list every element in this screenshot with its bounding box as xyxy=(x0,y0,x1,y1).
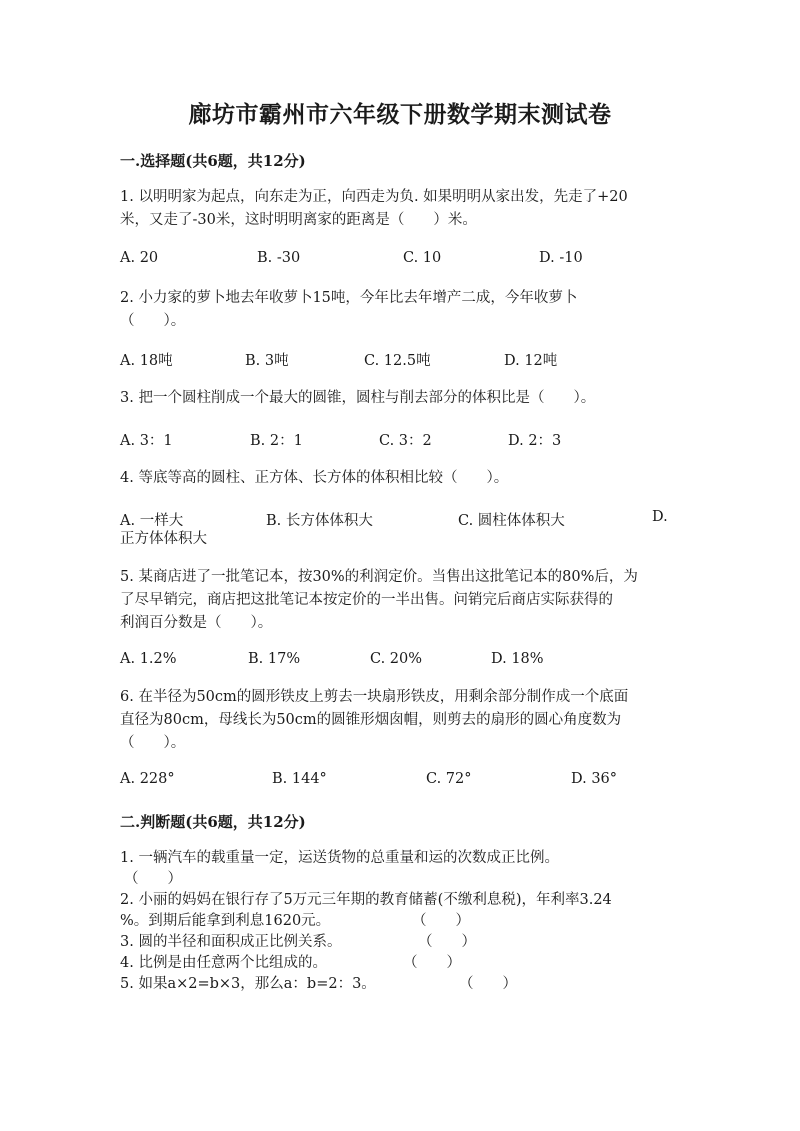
option-a: A. 3：1 xyxy=(120,433,173,449)
option-d: D. 18% xyxy=(491,651,544,667)
question-3-options xyxy=(120,429,680,451)
question-6-options xyxy=(120,771,680,793)
option-b: B. 长方体体积大 xyxy=(266,513,373,529)
option-d: D. 36° xyxy=(571,771,618,787)
question-3 xyxy=(120,387,686,410)
question-3-line-1: 3. 把一个圆柱削成一个最大的圆锥，圆柱与削去部分的体积比是（ ）。 xyxy=(120,390,596,406)
question-4 xyxy=(120,467,686,490)
option-d: D. -10 xyxy=(539,250,583,266)
option-c: C. 72° xyxy=(426,771,472,787)
question-1 xyxy=(120,186,686,232)
question-1-options xyxy=(120,250,680,272)
judge-1-line-1: 1. 一辆汽车的载重量一定，运送货物的总重量和运的次数成正比例。 xyxy=(120,850,559,866)
option-a: A. 20 xyxy=(120,250,159,266)
option-a: A. 228° xyxy=(120,771,175,787)
option-b: B. 144° xyxy=(272,771,327,787)
question-6 xyxy=(120,686,686,755)
judge-5-paren: （ ） xyxy=(459,976,517,992)
question-5-options xyxy=(120,651,680,673)
question-4-line-1: 4. 等底等高的圆柱、正方体、长方体的体积相比较（ ）。 xyxy=(120,470,509,486)
question-5-line-3: 利润百分数是（ ）。 xyxy=(120,615,273,631)
question-2-options xyxy=(120,349,680,371)
question-2 xyxy=(120,287,686,333)
option-a: A. 1.2% xyxy=(120,651,177,667)
question-5-line-2: 了尽早销完，商店把这批笔记本按定价的一半出售。问销完后商店实际获得的 xyxy=(120,592,613,608)
judge-4-paren: （ ） xyxy=(403,955,461,971)
question-5-line-1: 5. 某商店进了一批笔记本，按30%的利润定价。当售出这批笔记本的80%后，为 xyxy=(120,569,638,585)
section-heading-judgement: 二.判断题(共6题，共12分) xyxy=(120,813,306,831)
option-b: B. 2：1 xyxy=(250,433,303,449)
judge-1-paren: （ ） xyxy=(124,871,182,887)
judge-2-line-1: 2. 小丽的妈妈在银行存了5万元三年期的教育储蓄(不缴利息税)，年利率3.24 xyxy=(120,892,612,908)
option-d: D. xyxy=(652,509,668,525)
question-2-line-1: 2. 小力家的萝卜地去年收萝卜15吨，今年比去年增产二成，今年收萝卜 xyxy=(120,290,578,306)
option-c: C. 20% xyxy=(370,651,423,667)
judge-5-line-1: 5. 如果a×2=b×3，那么a：b=2：3。 xyxy=(120,976,376,992)
judge-3-paren: （ ） xyxy=(418,934,476,950)
question-1-line-2: 米，又走了-30米，这时明明离家的距离是（ ）米。 xyxy=(120,212,477,228)
option-a: A. 一样大 xyxy=(120,513,184,529)
question-6-line-3: （ ）。 xyxy=(120,735,186,751)
option-b: B. 17% xyxy=(248,651,301,667)
judge-3-line-1: 3. 圆的半径和面积成正比例关系。 xyxy=(120,934,342,950)
question-2-line-2: （ ）。 xyxy=(120,313,186,329)
option-a: A. 18吨 xyxy=(120,353,173,369)
section-heading-choice: 一.选择题(共6题，共12分) xyxy=(120,152,306,170)
judge-4-line-1: 4. 比例是由任意两个比组成的。 xyxy=(120,955,327,971)
judge-2-line-2: %。到期后能拿到利息1620元。 xyxy=(120,913,331,929)
question-1-line-1: 1. 以明明家为起点，向东走为正，向西走为负. 如果明明从家出发，先走了+20 xyxy=(120,189,628,205)
option-b: B. 3吨 xyxy=(245,353,289,369)
option-c: C. 3：2 xyxy=(379,433,432,449)
question-6-line-2: 直径为80cm，母线长为50cm的圆锥形烟囱帽，则剪去的扇形的圆心角度数为 xyxy=(120,712,622,728)
option-c: C. 10 xyxy=(403,250,442,266)
page-title: 廊坊市霸州市六年级下册数学期末测试卷 xyxy=(188,101,612,128)
option-c: C. 12.5吨 xyxy=(364,353,431,369)
question-5 xyxy=(120,566,686,635)
question-4-option-d-continued: 正方体体积大 xyxy=(120,531,207,547)
option-d: D. 12吨 xyxy=(504,353,558,369)
question-6-line-1: 6. 在半径为50cm的圆形铁皮上剪去一块扇形铁皮，用剩余部分制作成一个底面 xyxy=(120,689,629,705)
option-d: D. 2：3 xyxy=(508,433,562,449)
option-b: B. -30 xyxy=(257,250,301,266)
option-c: C. 圆柱体体积大 xyxy=(458,513,565,529)
judge-2-paren: （ ） xyxy=(412,913,470,929)
